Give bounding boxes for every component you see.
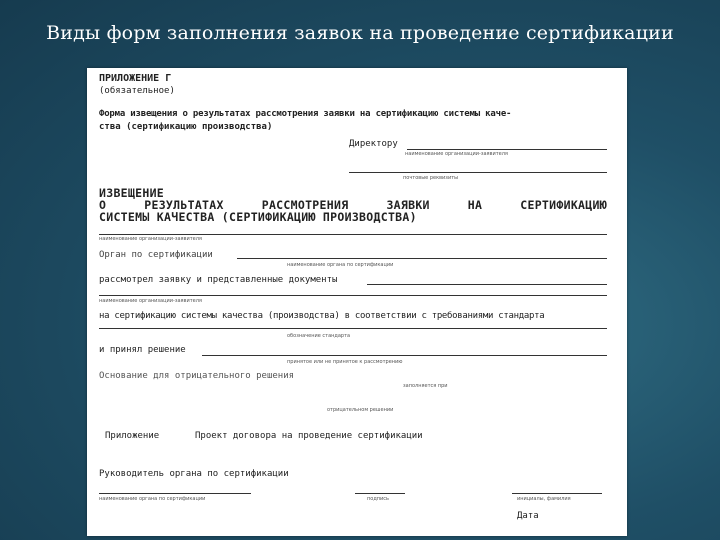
- notice-word: О: [99, 198, 107, 212]
- reviewed-line: [367, 284, 607, 285]
- slide-title: Виды форм заполнения заявок на проведение сертификации: [46, 22, 674, 44]
- attachment-text: Проект договора на проведение сертификации: [195, 431, 423, 441]
- document-scan: [87, 68, 627, 536]
- caption-fill: заполняется при: [403, 383, 448, 389]
- appendix-heading: ПРИЛОЖЕНИЕ Г: [99, 73, 172, 84]
- caption-address: почтовые реквизиты: [403, 175, 459, 181]
- cert-body-line: [237, 258, 607, 259]
- cert-body-label: Орган по сертификации: [99, 250, 213, 260]
- notice-line3: СИСТЕМЫ КАЧЕСТВА (СЕРТИФИКАЦИЮ ПРОИЗВОДСТВА): [99, 210, 417, 224]
- caption-applicant: наименование организации-заявителя: [405, 151, 508, 157]
- attachment-label: Приложение: [105, 431, 160, 441]
- form-title-line2: ства (сертификацию производства): [99, 122, 273, 132]
- caption-decision: принятое или не принятое к рассмотрению: [287, 359, 403, 365]
- standard-line: [99, 328, 607, 329]
- director-label: Директору: [349, 139, 398, 149]
- caption-signature: подпись: [367, 496, 389, 502]
- caption-cert-body: наименование органа по сертификации: [287, 262, 394, 268]
- caption-standard: обозначение стандарта: [287, 333, 351, 339]
- form-title-line1: Форма извещения о результатах рассмотрения заявки на сертификацию системы каче-: [99, 109, 512, 119]
- caption-head-org: наименование органа по сертификации: [99, 496, 206, 502]
- caption-org-applicant: наименование организации-заявителя: [99, 236, 202, 242]
- caption-org: наименование организации-заявителя: [99, 298, 202, 304]
- notice-word: РЕЗУЛЬТАТАХ: [144, 198, 224, 212]
- reviewed-label: рассмотрел заявку и представленные документы: [99, 275, 338, 285]
- refusal-label: Основание для отрицательного решения: [99, 371, 295, 381]
- signature-line: [355, 493, 405, 494]
- notice-heading: ИЗВЕЩЕНИЕ: [99, 186, 165, 200]
- decision-line: [202, 355, 607, 356]
- caption-negative: отрицательном решении: [327, 407, 394, 413]
- notice-word: ЗАЯВКИ: [386, 198, 430, 212]
- decision-label: и принял решение: [99, 345, 186, 355]
- initials-line: [512, 493, 602, 494]
- appendix-note: (обязательное): [99, 86, 175, 96]
- caption-initials: инициалы, фамилия: [517, 496, 571, 502]
- notice-word: СЕРТИФИКАЦИЮ: [520, 198, 607, 212]
- notice-word: РАССМОТРЕНИЯ: [261, 198, 349, 212]
- date-label: Дата: [517, 511, 539, 521]
- org-line: [99, 234, 607, 235]
- address-line: [349, 172, 607, 173]
- head-label: Руководитель органа по сертификации: [99, 469, 289, 479]
- director-line: [407, 149, 607, 150]
- reviewed-line-2: [99, 295, 607, 296]
- head-org-line: [99, 493, 251, 494]
- notice-word: НА: [467, 198, 483, 212]
- on-cert-label: на сертификацию системы качества (производства) в соответствии с требованиями стандарта: [99, 311, 545, 321]
